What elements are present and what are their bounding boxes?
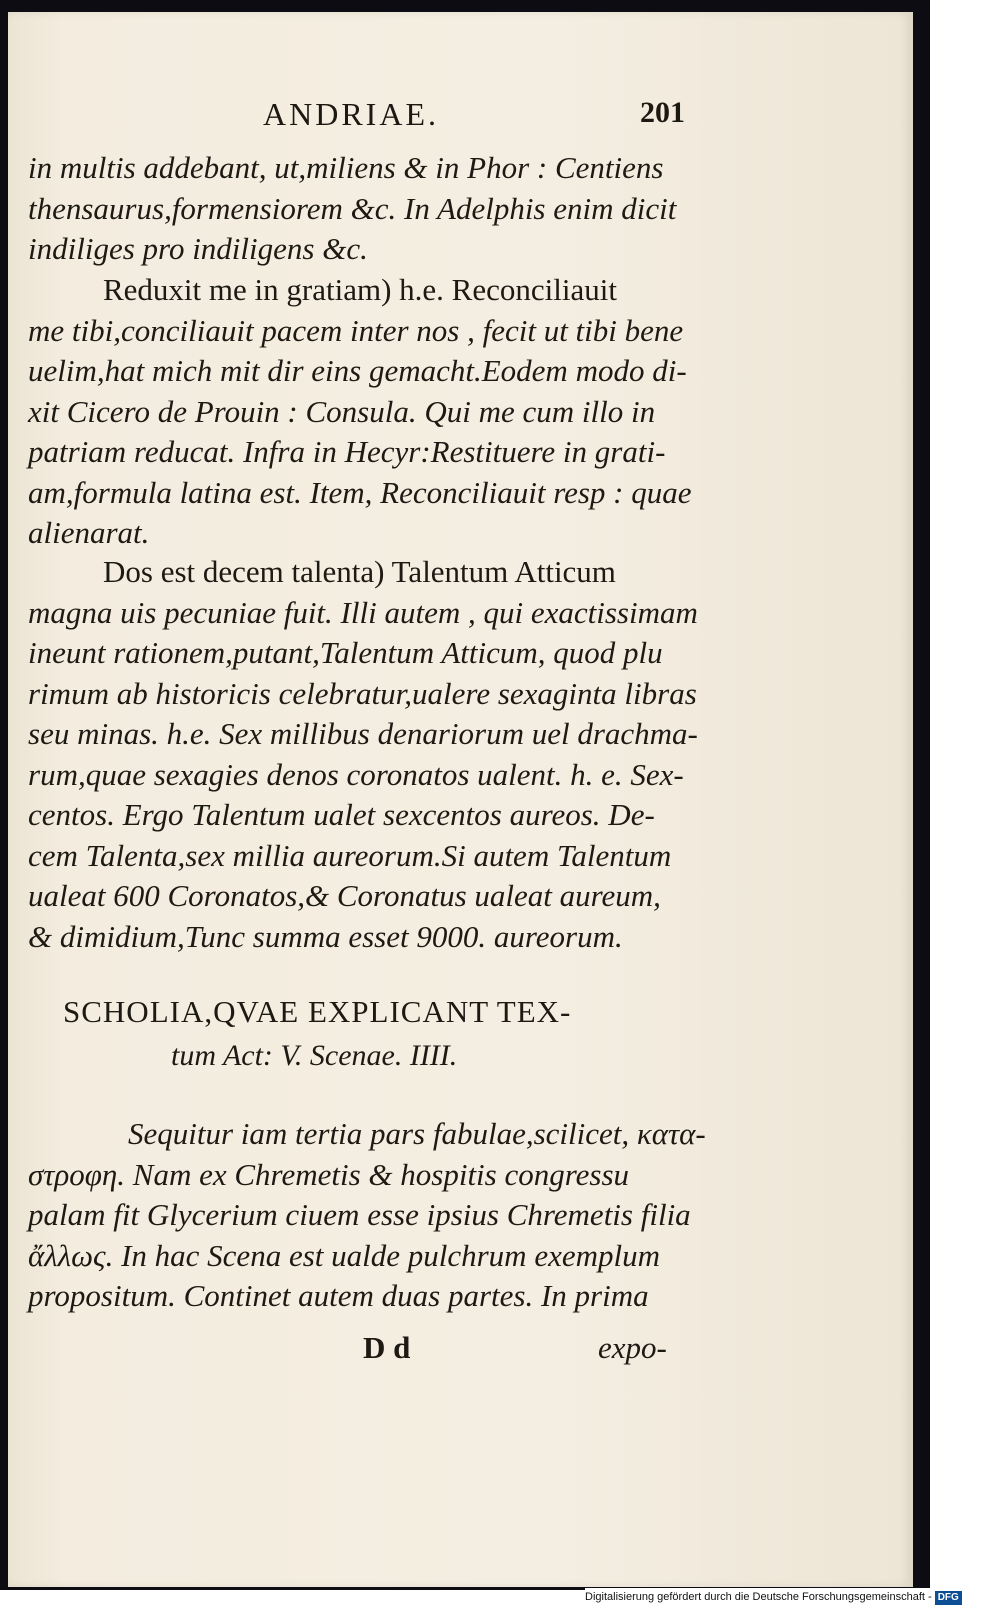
text-line: ualeat 600 Coronatos,& Coronatus ualeat aureum, xyxy=(28,878,661,913)
text-line: & dimidium,Tunc summa esset 9000. aureorum. xyxy=(28,918,623,954)
text-line: Dos est decem talenta) Talentum Atticum xyxy=(103,554,616,589)
text-line: centos. Ergo Talentum ualet sexcentos aureos. De- xyxy=(28,797,655,832)
text-line: alienarat. xyxy=(28,515,150,550)
text-line: ἄλλως. In hac Scena est ualde pulchrum exemplum xyxy=(28,1237,660,1273)
text-line: seu minas. h.e. Sex millibus denariorum uel drachma- xyxy=(28,716,698,751)
page-footer xyxy=(8,1330,913,1370)
text-line: Sequitur iam tertia pars fabulae,scilicet, κατα- xyxy=(128,1116,706,1151)
text-line: palam fit Glycerium ciuem esse ipsius Chremetis filia xyxy=(28,1197,691,1232)
text-line: cem Talenta,sex millia aureorum.Si autem Talentum xyxy=(28,837,672,873)
text-line: xit Cicero de Prouin : Consula. Qui me cum illo in xyxy=(28,393,656,429)
paragraph-3 xyxy=(28,552,708,957)
text-line: in multis addebant, ut,miliens & in Phor : Centiens xyxy=(28,150,664,185)
dfg-logo: DFG xyxy=(935,1591,962,1605)
paragraph-1 xyxy=(28,148,708,270)
text-line: Reduxit me in gratiam) h.e. Reconciliauit xyxy=(103,272,617,307)
paragraph-2 xyxy=(28,270,708,554)
digitization-credit xyxy=(585,1588,1000,1607)
text-line: propositum. Continet autem duas partes. In prima xyxy=(28,1278,649,1313)
book-page xyxy=(8,12,913,1587)
text-line: patriam reducat. Infra in Hecyr:Restituere in grati- xyxy=(28,434,666,469)
section-heading xyxy=(63,990,713,1078)
text-line: indiliges pro indiligens &c. xyxy=(28,231,368,266)
heading-line-1: SCHOLIA,QVAE EXPLICANT TEX- xyxy=(63,994,572,1029)
signature-mark: D d xyxy=(363,1330,411,1365)
heading-line-2: tum Act: V. Scenae. IIII. xyxy=(171,1039,458,1072)
page-header xyxy=(8,90,913,140)
paragraph-4 xyxy=(28,1114,708,1317)
text-line: am,formula latina est. Item, Reconciliauit resp : quae xyxy=(28,474,692,510)
running-head: ANDRIAE. xyxy=(263,96,439,132)
text-line: ineunt rationem,putant,Talentum Atticum, quod plu xyxy=(28,635,663,670)
text-line: rimum ab historicis celebratur,ualere sexaginta libras xyxy=(28,675,697,711)
text-line: rum,quae sexagies denos coronatos ualent. h. e. Sex- xyxy=(28,756,684,792)
catchword: expo- xyxy=(598,1330,667,1365)
text-line: στροφη. Nam ex Chremetis & hospitis congressu xyxy=(28,1156,630,1192)
credit-text: Digitalisierung gefördert durch die Deutsche Forschungsgemeinschaft - xyxy=(585,1591,932,1603)
text-line: magna uis pecuniae fuit. Illi autem , qui exactissimam xyxy=(28,594,698,630)
text-line: thensaurus,formensiorem &c. In Adelphis enim dicit xyxy=(28,190,677,226)
text-line: uelim,hat mich mit dir eins gemacht.Eodem modo di- xyxy=(28,353,687,388)
page-number: 201 xyxy=(640,96,685,129)
text-line: me tibi,conciliauit pacem inter nos , fecit ut tibi bene xyxy=(28,312,684,348)
